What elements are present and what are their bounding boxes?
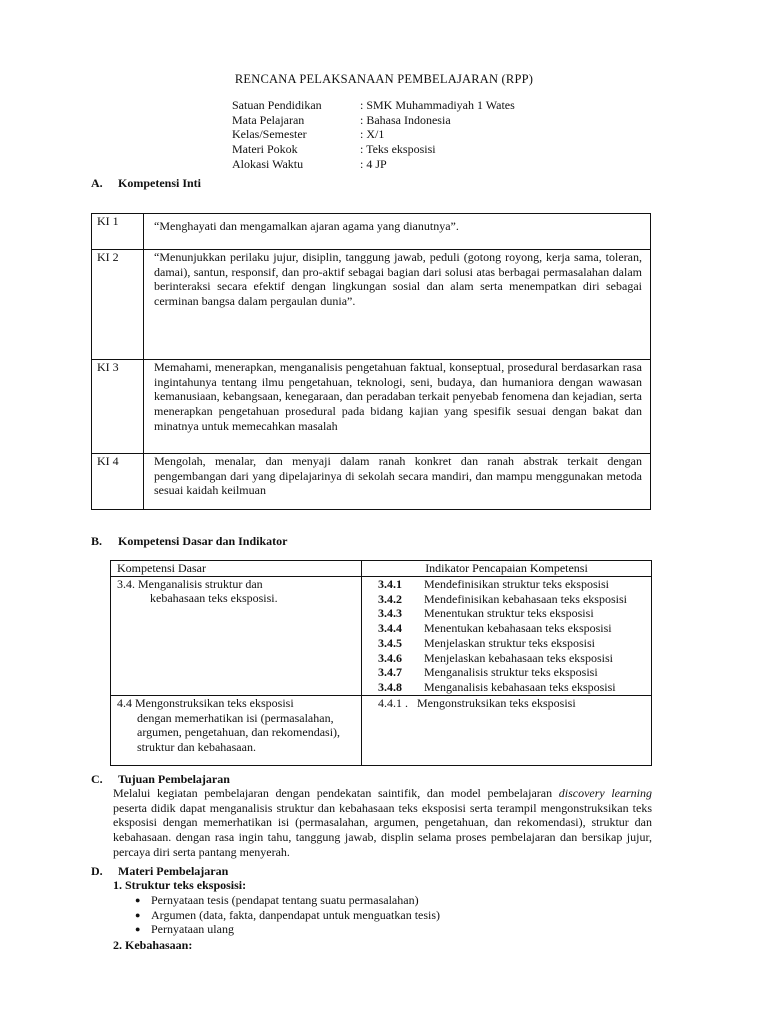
- indicator-item: [362, 651, 651, 666]
- kd-text-cont: kebahasaan teks eksposisi.: [150, 591, 278, 606]
- kd-cell: [111, 576, 362, 695]
- document-title: RENCANA PELAKSANAAN PEMBELAJARAN (RPP): [234, 72, 534, 86]
- identity-row: [232, 127, 515, 142]
- ki-row: [92, 360, 651, 454]
- indicator-header: Indikator Pencapaian Kompetensi: [362, 561, 652, 577]
- bullet-item: [135, 907, 441, 923]
- indicator-text: Menentukan struktur teks eksposisi: [424, 606, 594, 621]
- indicator-text: Mendefinisikan struktur teks eksposisi: [424, 576, 609, 591]
- indicator-item: [362, 577, 651, 592]
- identity-value: : SMK Muhammadiyah 1 Wates: [360, 98, 515, 112]
- section-title: Kompetensi Dasar dan Indikator: [118, 534, 288, 548]
- kd-row: [111, 696, 652, 766]
- kd-header-row: [111, 561, 652, 577]
- identity-label: Materi Pokok: [232, 142, 298, 157]
- ki-text: “Menghayati dan mengamalkan ajaran agama yang dianutnya”.: [144, 214, 651, 250]
- indicator-item: [362, 592, 651, 607]
- bullet-text: Pernyataan tesis (pendapat tentang suatu permasalahan): [151, 893, 419, 907]
- identity-block: [232, 98, 515, 171]
- kd-text-cont: dengan memerhatikan isi (permasalahan, argumen, pengetahuan, dan rekomendasi), struktur dan kebahasaan.: [137, 710, 341, 755]
- section-title: Kompetensi Inti: [118, 176, 202, 190]
- section-title: Tujuan Pembelajaran: [118, 772, 230, 786]
- ki-code: KI 3: [92, 360, 144, 454]
- indicator-number: 3.4.6: [378, 650, 402, 665]
- identity-label: Satuan Pendidikan: [232, 98, 322, 112]
- section-letter: C.: [91, 772, 103, 786]
- identity-label: Mata Pelajaran: [232, 112, 305, 127]
- indicator-item: [362, 621, 651, 636]
- indicator-number: 3.4.5: [378, 635, 402, 650]
- identity-label: Kelas/Semester: [232, 127, 307, 142]
- identity-value: : Bahasa Indonesia: [360, 112, 451, 127]
- ki-row: [92, 250, 651, 360]
- identity-value: : 4 JP: [360, 156, 387, 171]
- indicator-text: Menentukan kebahasaan teks eksposisi: [424, 621, 612, 636]
- materi-bullets: [135, 893, 441, 937]
- indicator-cell: [362, 576, 652, 695]
- indicator-number: 3.4.4: [378, 621, 402, 636]
- section-title: Materi Pembelajaran: [118, 864, 229, 878]
- section-a-heading: [91, 176, 201, 191]
- tujuan-text-cont: peserta didik dapat menganalisis struktur dan kebahasaan teks eksposisi serta terampil mengonstruksikan teks eksposisi dengan memerhatikan isi (permasalahan, argumen, pengetahuan, dan rekomendasi), struktur dan kebahasaan. dengan rasa ingin tahu, tanggung jawab, displin selama proses pembelajaran dan bersikap jujur, percaya diri serta pantang menyerah.: [113, 800, 652, 859]
- bullet-icon: ●: [135, 895, 141, 905]
- indicator-item: [362, 680, 651, 695]
- ki-row: [92, 454, 651, 510]
- bullet-item: [135, 893, 440, 908]
- tujuan-paragraph: [113, 786, 652, 860]
- identity-row: [232, 142, 515, 157]
- ki-code: KI 4: [92, 454, 144, 510]
- materi-item-1: 1. Struktur teks eksposisi:: [113, 878, 247, 892]
- kompetensi-inti-table: [91, 213, 651, 510]
- ki-text: Mengolah, menalar, dan menyaji dalam ranah konkret dan ranah abstrak terkait dengan pengembangan dari yang dipelajarinya di sekolah secara mandiri, dan mampu menggunakan metoda sesuai kaidah keilmuan: [144, 454, 651, 510]
- indicator-item: [362, 606, 651, 621]
- ki-code: KI 1: [92, 214, 144, 250]
- section-c-heading: [91, 772, 230, 787]
- section-letter: A.: [91, 176, 103, 190]
- identity-row: [232, 98, 515, 113]
- bullet-icon: ●: [135, 924, 141, 935]
- indicator-number: 3.4.8: [378, 680, 402, 695]
- indicator-number: 3.4.3: [378, 606, 402, 621]
- indicator-text: Menjelaskan kebahasaan teks eksposisi: [424, 650, 613, 665]
- indicator-item: [362, 665, 651, 680]
- indicator-number: 3.4.2: [378, 591, 402, 606]
- identity-value: : X/1: [360, 127, 385, 142]
- section-letter: B.: [91, 534, 103, 548]
- indicator-text: Mendefinisikan kebahasaan teks eksposisi: [424, 591, 627, 606]
- indicator-text: Menganalisis kebahasaan teks eksposisi: [424, 680, 616, 695]
- tujuan-text: Melalui kegiatan pembelajaran dengan pendekatan saintifik, dan model pembelajaran: [113, 786, 553, 800]
- ki-row: [92, 214, 651, 250]
- kd-text: 4.4 Mengonstruksikan teks eksposisi: [117, 696, 294, 711]
- section-d-heading: [91, 864, 228, 879]
- ki-code: KI 2: [92, 250, 144, 360]
- kd-header: Kompetensi Dasar: [111, 561, 362, 577]
- section-letter: D.: [91, 864, 103, 878]
- kd-cell: [111, 696, 362, 766]
- bullet-text: Pernyataan ulang: [151, 922, 234, 937]
- kd-row: [111, 576, 652, 695]
- indicator-number: 3.4.1: [378, 576, 402, 591]
- bullet-icon: ●: [135, 909, 141, 920]
- indicator-cell: 4.4.1 . Mengonstruksikan teks eksposisi: [362, 696, 652, 766]
- indicator-item: [362, 636, 651, 651]
- identity-value: : Teks eksposisi: [360, 142, 436, 157]
- bullet-text: Argumen (data, fakta, danpendapat untuk menguatkan tesis): [151, 907, 441, 922]
- kompetensi-dasar-table: [110, 560, 652, 766]
- kd-text: 3.4. Menganalisis struktur dan: [117, 576, 263, 591]
- bullet-item: [135, 922, 440, 937]
- indicator-text: Menjelaskan struktur teks eksposisi: [424, 635, 595, 650]
- indicator-list: [362, 577, 651, 695]
- identity-row: [232, 113, 515, 128]
- identity-label: Alokasi Waktu: [232, 156, 304, 171]
- identity-row: [232, 157, 515, 172]
- tujuan-italic: discovery learning: [558, 786, 652, 800]
- indicator-text: Menganalisis struktur teks eksposisi: [424, 665, 598, 680]
- ki-text: Memahami, menerapkan, menganalisis pengetahuan faktual, konseptual, prosedural berdasarkan rasa ingintahunya tentang ilmu pengetahuan, teknologi, seni, budaya, dan humaniora dengan wawasan kemanusiaan, kebangsaan, kenegaraan, dan peradaban terkait penyebab fenomena dan kejadian, serta menerapkan pengetahuan prosedural pada bidang kajian yang spesifik sesuai dengan bakat dan minatnya untuk memecahkan masalah: [144, 360, 651, 454]
- section-b-heading: [91, 534, 287, 549]
- indicator-number: 3.4.7: [378, 665, 402, 680]
- materi-item-2: 2. Kebahasaan:: [113, 938, 193, 952]
- ki-text: “Menunjukkan perilaku jujur, disiplin, tanggung jawab, peduli (gotong royong, kerja sama, toleran, damai), santun, responsif, dan pro-aktif sebagai bagian dari solusi atas berbagai permasalahan dalam berinteraksi secara efektif dengan lingkungan sosial dan alam serta menempatkan diri sebagai cerminan bangsa dalam pergaulan dunia”.: [144, 250, 651, 360]
